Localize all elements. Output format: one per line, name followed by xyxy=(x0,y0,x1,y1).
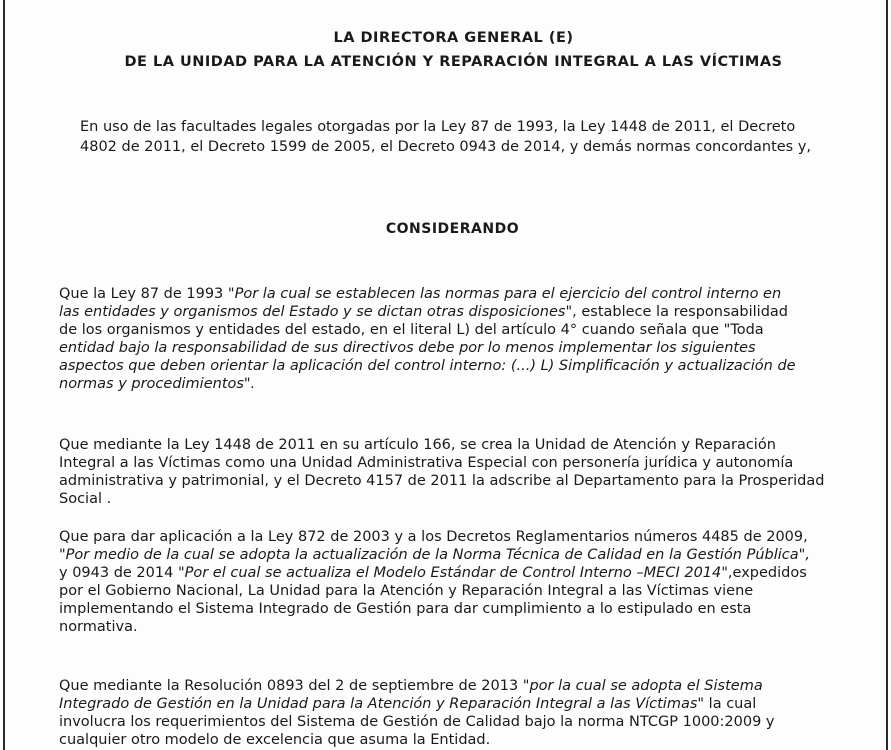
paragraph-line xyxy=(59,303,840,321)
text-run-italic: las entidades y organismos del Estado y se dictan otras disposiciones" xyxy=(59,304,573,320)
text-run: la cual xyxy=(704,696,757,712)
text-run: y 0943 de 2014 xyxy=(59,565,178,581)
intro-line: 4802 de 2011, el Decreto 1599 de 2005, el Decreto 0943 de 2014, y demás normas concordantes y, xyxy=(80,139,812,155)
paragraph-line: por el Gobierno Nacional, La Unidad para la Atención y Reparación Integral a las Víctimas viene xyxy=(59,583,754,599)
paragraph-ley-87 xyxy=(59,285,840,393)
text-run-italic: Integrado de Gestión en la Unidad para la Atención y Reparación Integral a las Víctimas" xyxy=(59,696,705,712)
paragraph-line: normas y procedimientos". xyxy=(59,376,256,392)
text-run: Que la Ley 87 de 1993 xyxy=(59,286,228,302)
paragraph-ley-1448 xyxy=(59,436,840,508)
considerando-heading: CONSIDERANDO xyxy=(385,221,520,237)
text-run-italic: "Por el cual se actualiza el Modelo Estándar de Control Interno –MECI 2014" xyxy=(177,565,728,581)
paragraph-line xyxy=(59,285,840,303)
intro-paragraph xyxy=(80,117,840,157)
text-run-italic: "Por la cual se establecen las normas para el ejercicio del control interno en xyxy=(227,286,782,302)
paragraph-line: cualquier otro modelo de excelencia que asuma la Entidad. xyxy=(59,732,491,748)
paragraph-line: de los organismos y entidades del estado, en el literal L) del artículo 4° cuando señala que "Toda xyxy=(59,322,764,338)
paragraph-line: administrativa y patrimonial, y el Decreto 4157 de 2011 la adscribe al Departamento para la Prosperidad xyxy=(59,473,825,489)
text-run: ,expedidos xyxy=(727,565,807,581)
paragraph-line: Que para dar aplicación a la Ley 872 de 2003 y a los Decretos Reglamentarios números 4485 de 2009, xyxy=(59,529,808,545)
paragraph-line: implementando el Sistema Integrado de Gestión para dar cumplimiento a lo estipulado en esta xyxy=(59,601,752,617)
text-run: Que mediante la Resolución 0893 del 2 de septiembre de 2013 xyxy=(59,678,523,694)
paragraph-line: Que mediante la Ley 1448 de 2011 en su artículo 166, se crea la Unidad de Atención y Reparación xyxy=(59,437,776,453)
paragraph-line xyxy=(59,695,840,713)
paragraph-line xyxy=(59,677,840,695)
paragraph-line xyxy=(59,564,840,582)
paragraph-line: involucra los requerimientos del Sistema de Gestión de Calidad bajo la norma NTCGP 1000:2009 y xyxy=(59,714,775,730)
page-left-edge xyxy=(3,0,5,750)
text-run-italic: "por la cual se adopta el Sistema xyxy=(522,678,763,694)
heading-title-line1: LA DIRECTORA GENERAL (E) xyxy=(333,30,574,46)
paragraph-line: normativa. xyxy=(59,619,138,635)
intro-line: En uso de las facultades legales otorgadas por la Ley 87 de 1993, la Ley 1448 de 2011, el Decreto xyxy=(80,119,796,135)
paragraph-line: "Por medio de la cual se adopta la actualización de la Norma Técnica de Calidad en la Gestión Pública", xyxy=(59,547,810,563)
heading-title-line2: DE LA UNIDAD PARA LA ATENCIÓN Y REPARACIÓN INTEGRAL A LAS VÍCTIMAS xyxy=(124,54,783,70)
paragraph-resolucion-0893 xyxy=(59,677,840,749)
page-right-edge xyxy=(886,0,888,750)
paragraph-line: Social . xyxy=(59,491,112,507)
paragraph-line: Integral a las Víctimas como una Unidad Administrativa Especial con personería jurídica y autonomía xyxy=(59,455,794,471)
paragraph-line: entidad bajo la responsabilidad de sus directivos debe por lo menos implementar los siguientes xyxy=(59,340,756,356)
paragraph-line: aspectos que deben orientar la aplicación del control interno: (...) L) Simplificación y actualización de xyxy=(59,358,796,374)
paragraph-ley-872 xyxy=(59,528,840,636)
text-run: , establece la responsabilidad xyxy=(572,304,788,320)
